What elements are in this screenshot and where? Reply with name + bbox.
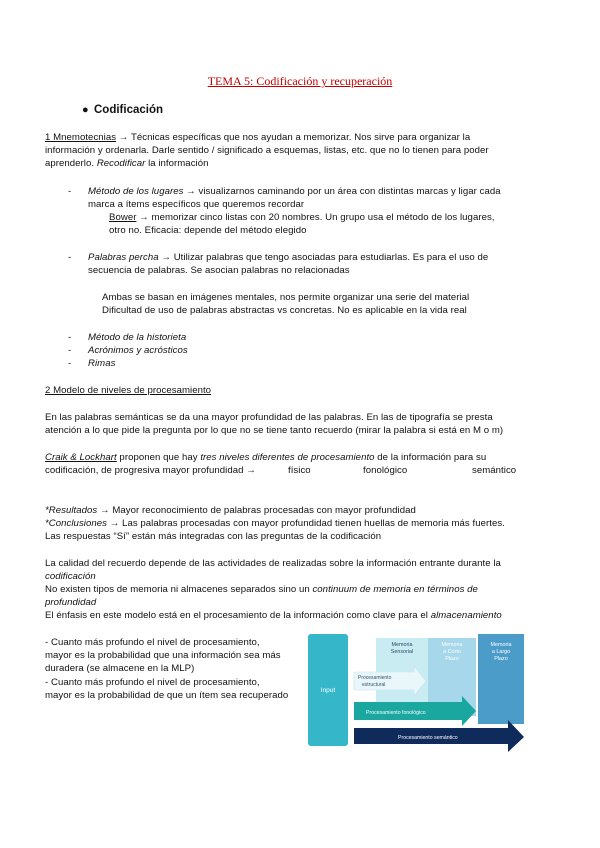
bullet-icon: ● [82,104,89,116]
calidad-line-2: codificación [45,571,96,582]
pf-label: Procesamiento fonológico [366,710,426,716]
bower-line-1 [109,212,495,225]
page-title: TEMA 5: Codificación y recuperación [207,74,393,88]
section-heading-codificacion: Codificación [94,104,164,116]
other-method-acronimos: Acrónimos y acrósticos [88,345,188,356]
text-run: la información [145,158,209,169]
ms-label-1: Memoria [391,642,413,648]
semanticas-line-2: atención a lo que pide la pregunta por lo que no se tiene tanto recuerdo (mirar la palabra si está en M o m) [45,425,504,436]
resultados-line [45,505,416,518]
mlp-label-1: Memoria [490,642,512,648]
palabras-percha-term: Palabras percha [88,252,159,263]
resultados-label: *Resultados [45,505,98,516]
conclusiones-line-2: Las respuestas “Sí” están más integradas con las preguntas de la codificación [45,531,382,542]
niveles-heading: 2 Modelo de niveles de procesamiento [45,385,212,396]
continuum-term: continuum de memoria en términos de [312,584,478,595]
list-dash: - [68,332,72,343]
palabras-percha-line-1 [88,252,488,265]
conclusion-2-line-1: - Cuanto más profundo el nivel de procesamiento, [45,677,260,688]
craik-line-2: codificación, de progresiva mayor profundidad → [45,465,256,476]
mcp-label-2: a Corto [443,649,461,655]
metodo-lugares-line-1 [88,186,501,199]
text-run: → visualizarnos caminando por un área con distintas marcas y ligar cada [183,186,501,197]
text-run: → memorizar cinco listas con 20 nombres. Un grupo usa el método de los lugares, [136,212,495,223]
semanticas-line-1: En las palabras semánticas se da una mayor profundidad de las palabras. En las de tipografía se presta [45,412,493,423]
conclusiones-line-1 [45,518,505,531]
level-fisico: físico [288,465,311,476]
text-run: proponen que hay [116,452,201,463]
ambas-line-2: Dificultad de uso de palabras abstractas vs concretas. No es aplicable en la vida real [102,305,467,316]
mnemotecnias-line-2: información y ordenarla. Darle sentido / significado a esquemas, listas, etc. que no lo tienen para poder [45,145,489,156]
ambas-line-1: Ambas se basan en imágenes mentales, nos permite organizar una serie del material [102,292,470,303]
text-run: No existen tipos de memoria ni almacenes separados sino un [45,584,313,595]
list-dash: - [68,345,72,356]
calidad-line-1: La calidad del recuerdo depende de las actividades de realizadas sobre la información entrante durante la [45,558,501,569]
almacenamiento-term: almacenamiento [430,610,502,621]
metodo-lugares-term: Método de los lugares [88,186,184,197]
ms-label-2: Sensorial [390,649,414,655]
metodo-lugares-line-2: marca a ítems específicos que queremos recordar [88,199,305,210]
pe-label-1: Procesamiento [358,675,392,681]
mnemotecnias-line-3 [45,158,209,171]
mnemotecnias-text: → Técnicas específicas que nos ayudan a memorizar. Nos sirve para organizar la [116,132,471,143]
list-dash: - [68,358,72,369]
mcp-label-3: Plazo [445,656,459,662]
mnemotecnias-line-1 [45,132,470,145]
list-dash: - [68,186,72,197]
bower-line-2: otro no. Eficacia: depende del método elegido [109,225,307,236]
mlp-label-3: Plazo [494,656,508,662]
conclusiones-label: *Conclusiones [45,518,107,529]
text-run: de la información para su [374,452,487,463]
mcp-label-1: Memoria [441,642,463,648]
text-run: El énfasis en este modelo está en el procesamiento de la información como clave para el [45,610,431,621]
input-label: Input [320,687,336,694]
conclusion-1-line-1: - Cuanto más profundo el nivel de procesamiento, [45,637,260,648]
other-method-rimas: Rimas [88,358,116,369]
text-run: → Utilizar palabras que tengo asociadas para estudiarlas. Es para el uso de [158,252,489,263]
conclusion-1-line-2: mayor es la probabilidad que una información sea más [45,650,281,661]
psem-label: Procesamiento semántico [398,735,458,741]
enfasis-line [45,610,502,623]
pe-label-2: estructural [362,682,386,688]
recodificar-term: Recodificar [96,158,146,169]
level-semantico: semántico [472,465,517,476]
conclusion-1-line-3: duradera (se almacene en la MLP) [45,663,195,674]
level-fonologico: fonológico [363,465,408,476]
craik-lockhart-label: Craik & Lockhart [45,452,117,463]
bower-label: Bower [109,212,137,223]
levels-of-processing-diagram [308,634,528,752]
text-run: → Las palabras procesadas con mayor profundidad tienen huellas de memoria más fuertes. [106,518,505,529]
tres-niveles-term: tres niveles diferentes de procesamiento [200,452,375,463]
palabras-percha-line-2: secuencia de palabras. Se asocian palabras no relacionadas [88,265,350,276]
conclusion-2-line-2: mayor es la probabilidad de que un ítem sea recuperado [45,690,289,701]
list-dash: - [68,252,72,263]
continuum-line-1 [45,584,478,597]
mnemotecnias-label: 1 Mnemotecnias [45,132,117,143]
other-method-historieta: Método de la historieta [88,332,187,343]
mlp-label-2: a Largo [491,649,511,655]
continuum-line-2: profundidad [45,597,97,608]
craik-line-1 [45,452,486,465]
text-run: aprenderlo. [45,158,97,169]
text-run: → Mayor reconocimiento de palabras procesadas con mayor profundidad [97,505,416,516]
